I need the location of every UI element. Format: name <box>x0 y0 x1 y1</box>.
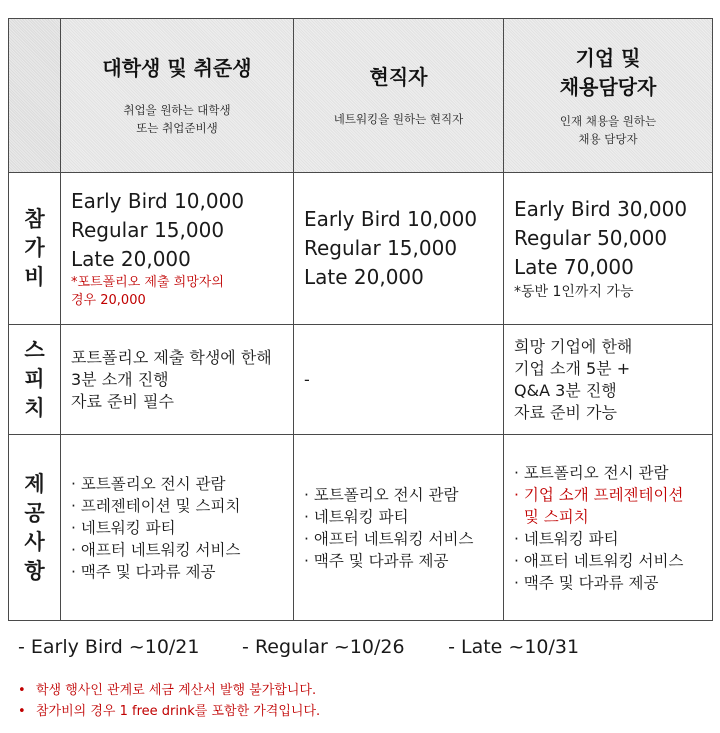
header-company-title <box>504 44 712 102</box>
header-student-sub2: 또는 취업준비생 <box>136 121 218 135</box>
list-item: · 네트워킹 파티 <box>514 529 619 548</box>
list-item: · 포트폴리오 전시 관람 <box>514 463 669 482</box>
pricing-table <box>8 18 713 621</box>
list-item: · 맥주 및 다과류 제공 <box>71 562 216 581</box>
list-item: · 포트폴리오 전시 관람 <box>71 474 226 493</box>
provide-label-char: 제 <box>24 471 45 496</box>
header-company-sub1: 인재 채용을 원하는 <box>559 113 657 128</box>
fee-student <box>61 173 294 325</box>
header-company-title1: 기업 및 <box>575 45 641 70</box>
speech-line: 기업 소개 5분 + <box>514 358 631 378</box>
speech-line: 자료 준비 필수 <box>71 391 174 411</box>
list-item: · 맥주 및 다과류 제공 <box>514 573 659 592</box>
list-item: · 네트워킹 파티 <box>304 507 409 526</box>
fee-company <box>504 173 713 325</box>
speech-label-char: 스 <box>24 338 45 362</box>
fee-note: *동반 1인까지 가능 <box>514 284 634 300</box>
list-item: · 포트폴리오 전시 관람 <box>304 485 459 504</box>
speech-student <box>61 325 294 435</box>
fee-late: Late 70,000 <box>514 255 634 279</box>
fee-regular: Regular 50,000 <box>514 226 668 250</box>
provide-worker <box>294 435 504 621</box>
provide-company <box>504 435 713 621</box>
fee-late: Late 20,000 <box>304 265 424 289</box>
provide-label-char: 공 <box>24 500 45 525</box>
list-item: · 애프터 네트워킹 서비스 <box>514 551 684 570</box>
list-item: · 프레젠테이션 및 스피치 <box>71 496 241 515</box>
header-worker <box>294 19 504 173</box>
speech-row-label <box>9 325 61 435</box>
speech-label-char: 치 <box>24 396 45 420</box>
corner-cell <box>9 19 61 173</box>
speech-line: Q&A 3분 진행 <box>514 380 617 400</box>
header-student-sub <box>61 101 293 137</box>
deadline-early-bird: - Early Bird ~10/21 <box>18 636 200 658</box>
speech-company <box>504 325 713 435</box>
fee-regular: Regular 15,000 <box>304 236 458 260</box>
fee-regular: Regular 15,000 <box>71 218 225 242</box>
fee-early-bird: Early Bird 30,000 <box>514 197 688 221</box>
deadline-line <box>18 636 579 658</box>
list-item: · 애프터 네트워킹 서비스 <box>71 540 241 559</box>
fee-row-label <box>9 173 61 325</box>
list-item: · 애프터 네트워킹 서비스 <box>304 529 474 548</box>
fee-worker <box>294 173 504 325</box>
header-row <box>9 19 713 173</box>
bullet-icon: • <box>18 683 26 698</box>
deadline-late: - Late ~10/31 <box>448 636 580 658</box>
footnote-text: 학생 행사인 관계로 세금 계산서 발행 불가합니다. <box>36 683 317 698</box>
list-item: · 맥주 및 다과류 제공 <box>304 551 449 570</box>
fee-early-bird: Early Bird 10,000 <box>304 207 478 231</box>
speech-line: 포트폴리오 제출 학생에 한해 <box>71 347 272 367</box>
list-item-highlight: · 기업 소개 프레젠테이션 <box>514 485 684 504</box>
provide-label-char: 항 <box>24 558 45 583</box>
fee-row <box>9 173 713 325</box>
fee-late: Late 20,000 <box>71 247 191 271</box>
speech-label-char: 피 <box>24 367 45 391</box>
provide-row-label <box>9 435 61 621</box>
header-student <box>61 19 294 173</box>
speech-line: 자료 준비 가능 <box>514 402 617 422</box>
speech-line: 희망 기업에 한해 <box>514 336 633 356</box>
speech-worker: - <box>294 325 504 435</box>
fee-label-char: 비 <box>24 265 45 289</box>
footnote <box>18 700 320 719</box>
header-company <box>504 19 713 173</box>
provide-label-char: 사 <box>24 529 45 554</box>
provide-row <box>9 435 713 621</box>
footnote <box>18 679 316 698</box>
fee-label-char: 가 <box>24 236 45 260</box>
header-worker-title: 현직자 <box>369 65 428 89</box>
fee-note: 경우 20,000 <box>71 293 146 308</box>
speech-line: 3분 소개 진행 <box>71 369 169 389</box>
bullet-icon: • <box>18 704 26 719</box>
header-company-title2: 채용담당자 <box>559 74 657 99</box>
fee-note: *포트폴리오 제출 희망자의 <box>71 275 224 290</box>
header-company-sub <box>504 112 712 148</box>
fee-label-char: 참 <box>24 207 45 231</box>
header-company-sub2: 채용 담당자 <box>578 131 638 146</box>
header-student-title: 대학생 및 취준생 <box>102 56 252 80</box>
fee-early-bird: Early Bird 10,000 <box>71 189 245 213</box>
header-student-sub1: 취업을 원하는 대학생 <box>123 103 231 117</box>
speech-row <box>9 325 713 435</box>
footnote-text: 참가비의 경우 1 free drink를 포함한 가격입니다. <box>36 704 321 719</box>
list-item: · 네트워킹 파티 <box>71 518 176 537</box>
deadline-regular: - Regular ~10/26 <box>242 636 405 658</box>
provide-student <box>61 435 294 621</box>
header-worker-sub: 네트워킹을 원하는 현직자 <box>333 112 464 126</box>
list-item-highlight: 및 스피치 <box>514 507 589 526</box>
